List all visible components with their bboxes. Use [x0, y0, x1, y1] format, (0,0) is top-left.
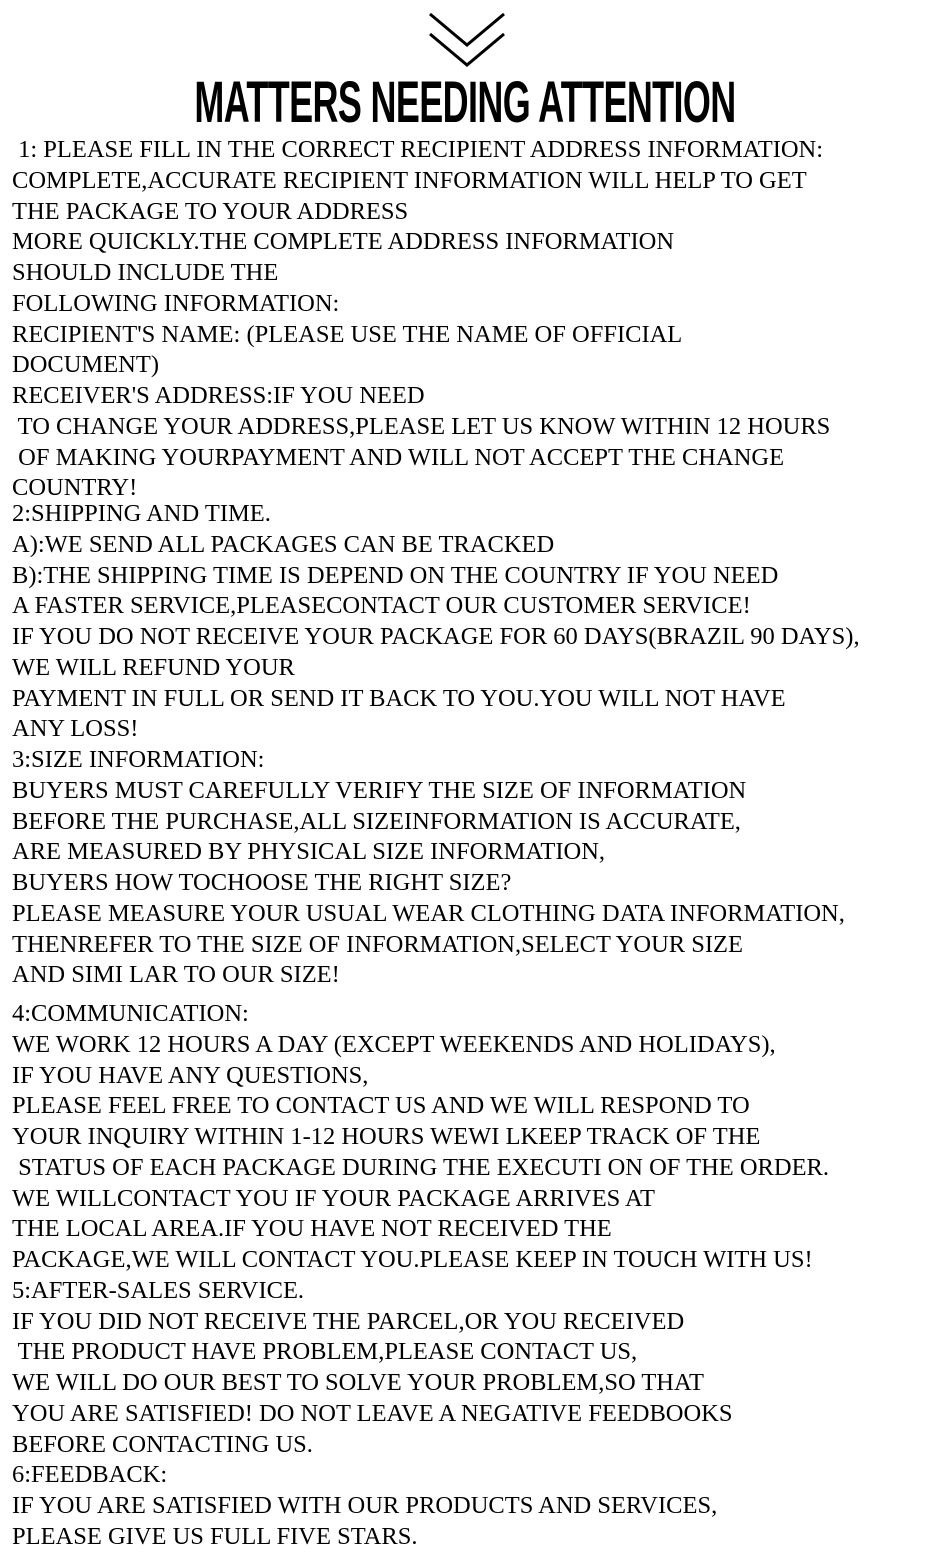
text-line: SHOULD INCLUDE THE — [12, 259, 279, 286]
text-line: PAYMENT IN FULL OR SEND IT BACK TO YOU.YOU WILL NOT HAVE — [12, 684, 786, 712]
text-line: BEFORE CONTACTING US. — [12, 1430, 313, 1458]
text-line: B):THE SHIPPING TIME IS DEPEND ON THE COUNTRY IF YOU NEED — [12, 561, 779, 589]
text-line: IF YOU HAVE ANY QUESTIONS, — [12, 1061, 369, 1089]
text-line: IF YOU DO NOT RECEIVE YOUR PACKAGE FOR 60 DAYS(BRAZIL 90 DAYS), — [12, 623, 860, 650]
text-line: TO CHANGE YOUR ADDRESS,PLEASE LET US KNOW WITHIN 12 HOURS — [12, 412, 831, 440]
text-line: COUNTRY! — [12, 474, 138, 502]
text-line: RECEIVER'S ADDRESS:IF YOU NEED — [12, 382, 425, 409]
text-line: PACKAGE,WE WILL CONTACT YOU.PLEASE KEEP IN TOUCH WITH US! — [12, 1246, 813, 1273]
text-line: A):WE SEND ALL PACKAGES CAN BE TRACKED — [12, 530, 555, 558]
notice-text — [12, 135, 930, 1553]
double-chevron-down-icon — [428, 12, 506, 72]
text-line: RECIPIENT'S NAME: (PLEASE USE THE NAME OF OFFICIAL — [12, 320, 683, 348]
text-line: WE WILL DO OUR BEST TO SOLVE YOUR PROBLEM,SO THAT — [12, 1369, 704, 1396]
text-line: BUYERS MUST CAREFULLY VERIFY THE SIZE OF INFORMATION — [12, 776, 747, 804]
text-line: THE PRODUCT HAVE PROBLEM,PLEASE CONTACT US, — [12, 1338, 638, 1366]
text-line: WE WILL REFUND YOUR — [12, 653, 295, 681]
text-line: PLEASE MEASURE YOUR USUAL WEAR CLOTHING DATA INFORMATION, — [12, 899, 845, 927]
text-line: THE PACKAGE TO YOUR ADDRESS — [12, 197, 409, 225]
text-line: 1: PLEASE FILL IN THE CORRECT RECIPIENT ADDRESS INFORMATION: — [12, 136, 824, 163]
text-line: YOU ARE SATISFIED! DO NOT LEAVE A NEGATIVE FEEDBOOKS — [12, 1399, 733, 1427]
text-line: DOCUMENT) — [12, 351, 159, 379]
text-line: ANY LOSS! — [12, 715, 139, 743]
page-title: MATTERS NEEDING ATTENTION — [194, 70, 736, 135]
text-line: A FASTER SERVICE,PLEASECONTACT OUR CUSTOMER SERVICE! — [12, 592, 751, 620]
text-line: WE WORK 12 HOURS A DAY (EXCEPT WEEKENDS AND HOLIDAYS), — [12, 1030, 776, 1058]
text-line: WE WILLCONTACT YOU IF YOUR PACKAGE ARRIVES AT — [12, 1184, 656, 1212]
text-line: IF YOU DID NOT RECEIVE THE PARCEL,OR YOU RECEIVED — [12, 1307, 685, 1335]
text-line: 2:SHIPPING AND TIME. — [12, 500, 271, 527]
text-line: 3:SIZE INFORMATION: — [12, 746, 265, 773]
text-line: IF YOU ARE SATISFIED WITH OUR PRODUCTS AND SERVICES, — [12, 1492, 718, 1519]
text-line: FOLLOWING INFORMATION: — [12, 289, 340, 317]
text-line: PLEASE FEEL FREE TO CONTACT US AND WE WILL RESPOND TO — [12, 1092, 750, 1120]
text-line: 6:FEEDBACK: — [12, 1461, 168, 1489]
text-line: 4:COMMUNICATION: — [12, 1000, 249, 1027]
text-line: STATUS OF EACH PACKAGE DURING THE EXECUTI ON OF THE ORDER. — [12, 1153, 830, 1181]
text-line: PLEASE GIVE US FULL FIVE STARS. — [12, 1522, 418, 1550]
text-line: BEFORE THE PURCHASE,ALL SIZEINFORMATION IS ACCURATE, — [12, 807, 741, 835]
text-line: ARE MEASURED BY PHYSICAL SIZE INFORMATION, — [12, 838, 606, 866]
text-line: 5:AFTER-SALES SERVICE. — [12, 1276, 305, 1304]
text-line: MORE QUICKLY.THE COMPLETE ADDRESS INFORMATION — [12, 228, 675, 256]
text-line: THE LOCAL AREA.IF YOU HAVE NOT RECEIVED THE — [12, 1215, 612, 1243]
text-line: THENREFER TO THE SIZE OF INFORMATION,SELECT YOUR SIZE — [12, 930, 743, 958]
text-line: BUYERS HOW TOCHOOSE THE RIGHT SIZE? — [12, 869, 512, 896]
text-line: YOUR INQUIRY WITHIN 1-12 HOURS WEWI LKEEP TRACK OF THE — [12, 1123, 761, 1150]
text-line: AND SIMI LAR TO OUR SIZE! — [12, 961, 340, 989]
text-line: OF MAKING YOURPAYMENT AND WILL NOT ACCEPT THE CHANGE — [12, 443, 785, 471]
text-line: COMPLETE,ACCURATE RECIPIENT INFORMATION WILL HELP TO GET — [12, 166, 807, 194]
